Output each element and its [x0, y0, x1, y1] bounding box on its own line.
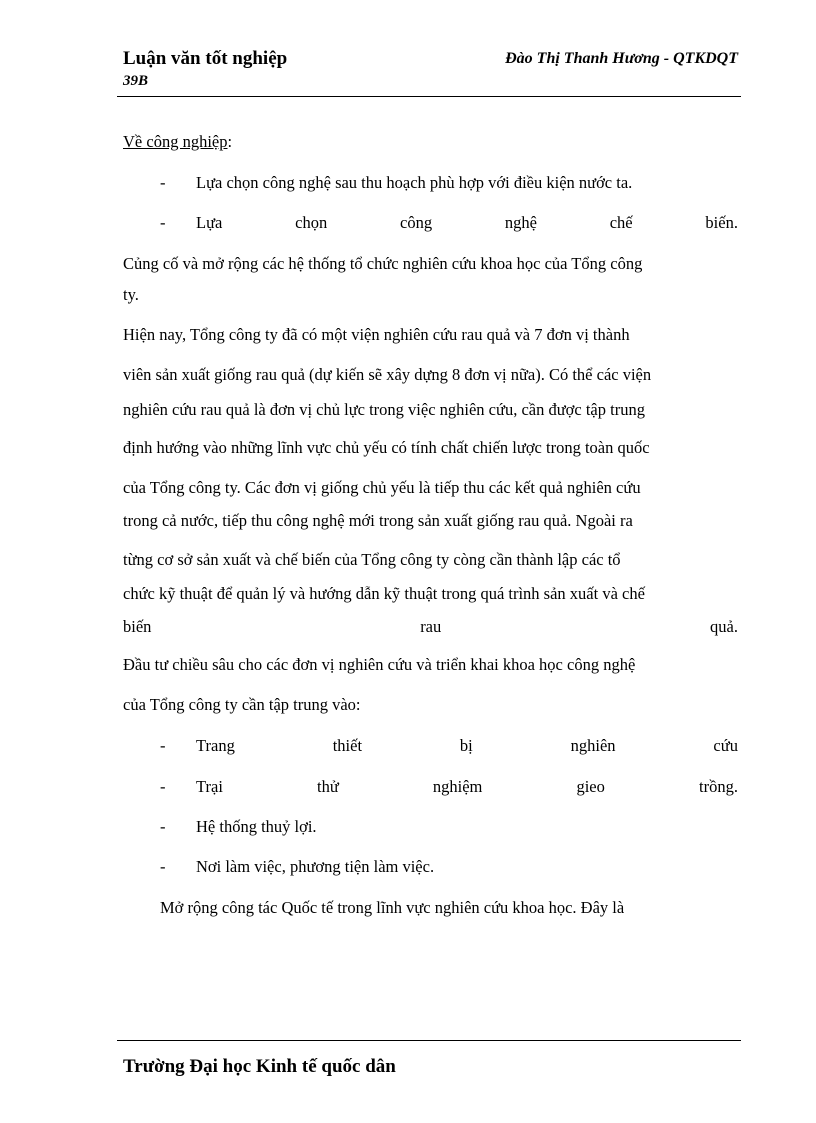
word: Lựa	[196, 213, 223, 232]
bullet-text-justified	[196, 213, 738, 233]
paragraph-line: ty.	[123, 285, 139, 304]
header-class-code: 39B	[123, 73, 149, 89]
bullet-text: Lựa chọn công nghệ sau thu hoạch phù hợp với điều kiện nước ta.	[196, 173, 633, 192]
footer-school: Trường Đại học Kinh tế quốc dân	[123, 1056, 396, 1077]
word: bị	[459, 736, 473, 755]
bullet-dash: -	[160, 173, 166, 192]
header-author: Đào Thị Thanh Hương - QTKDQT	[505, 50, 738, 67]
word: nghiên	[570, 736, 616, 755]
word: công	[400, 213, 433, 232]
paragraph-line: chức kỹ thuật để quản lý và hướng dẫn kỹ thuật trong quá trình sản xuất và chế	[123, 584, 645, 603]
word: Trại	[196, 777, 223, 796]
header-divider	[117, 96, 741, 97]
section-heading-line	[123, 132, 738, 152]
paragraph-line: trong cả nước, tiếp thu công nghệ mới trong sản xuất giống rau quả. Ngoài ra	[123, 511, 633, 530]
paragraph-line: của Tổng công ty. Các đơn vị giống chủ yếu là tiếp thu các kết quả nghiên cứu	[123, 478, 641, 497]
section-heading-colon: :	[227, 132, 233, 151]
paragraph-line: Mở rộng công tác Quốc tế trong lĩnh vực nghiên cứu khoa học. Đây là	[160, 898, 625, 917]
word: Trang	[196, 736, 235, 755]
paragraph-line: nghiên cứu rau quả là đơn vị chủ lực trong việc nghiên cứu, cần được tập trung	[123, 400, 645, 419]
word: rau	[420, 617, 442, 636]
paragraph-line: định hướng vào những lĩnh vực chủ yếu có tính chất chiến lược trong toàn quốc	[123, 438, 650, 457]
section-heading: Về công nghiệp	[123, 132, 228, 151]
paragraph-line: Củng cố và mở rộng các hệ thống tổ chức nghiên cứu khoa học của Tổng công	[123, 254, 643, 273]
bullet-text: Hệ thống thuỷ lợi.	[196, 817, 317, 836]
bullet-text-justified	[196, 777, 738, 797]
header-title: Luận văn tốt nghiệp	[123, 48, 288, 69]
paragraph-line: Đầu tư chiều sâu cho các đơn vị nghiên cứu và triển khai khoa học công nghệ	[123, 655, 636, 674]
paragraph-line: từng cơ sở sản xuất và chế biến của Tổng công ty còng cần thành lập các tổ	[123, 550, 621, 569]
word: nghiệm	[432, 777, 483, 796]
word: trồng.	[698, 777, 738, 796]
bullet-dash: -	[160, 857, 166, 876]
word: biến	[123, 617, 152, 636]
bullet-dash: -	[160, 777, 166, 796]
bullet-dash: -	[160, 736, 166, 755]
word: thử	[317, 777, 339, 796]
word: chọn	[295, 213, 328, 232]
bullet-text-justified	[196, 736, 738, 756]
bullet-text: Nơi làm việc, phương tiện làm việc.	[196, 857, 435, 876]
word: chế	[609, 213, 633, 232]
paragraph-line-justified	[123, 617, 738, 637]
bullet-dash: -	[160, 817, 166, 836]
word: nghệ	[504, 213, 537, 232]
paragraph-line: của Tổng công ty cần tập trung vào:	[123, 695, 361, 714]
word: cứu	[713, 736, 738, 755]
bullet-dash: -	[160, 213, 166, 232]
word: biến.	[705, 213, 738, 232]
word: thiết	[332, 736, 363, 755]
word: quả.	[710, 617, 738, 636]
paragraph-line: viên sản xuất giống rau quả (dự kiến sẽ xây dựng 8 đơn vị nữa). Có thể các viện	[123, 365, 652, 384]
paragraph-line: Hiện nay, Tổng công ty đã có một viện nghiên cứu rau quả và 7 đơn vị thành	[123, 325, 630, 344]
word: gieo	[576, 777, 605, 796]
footer-divider	[117, 1040, 741, 1041]
